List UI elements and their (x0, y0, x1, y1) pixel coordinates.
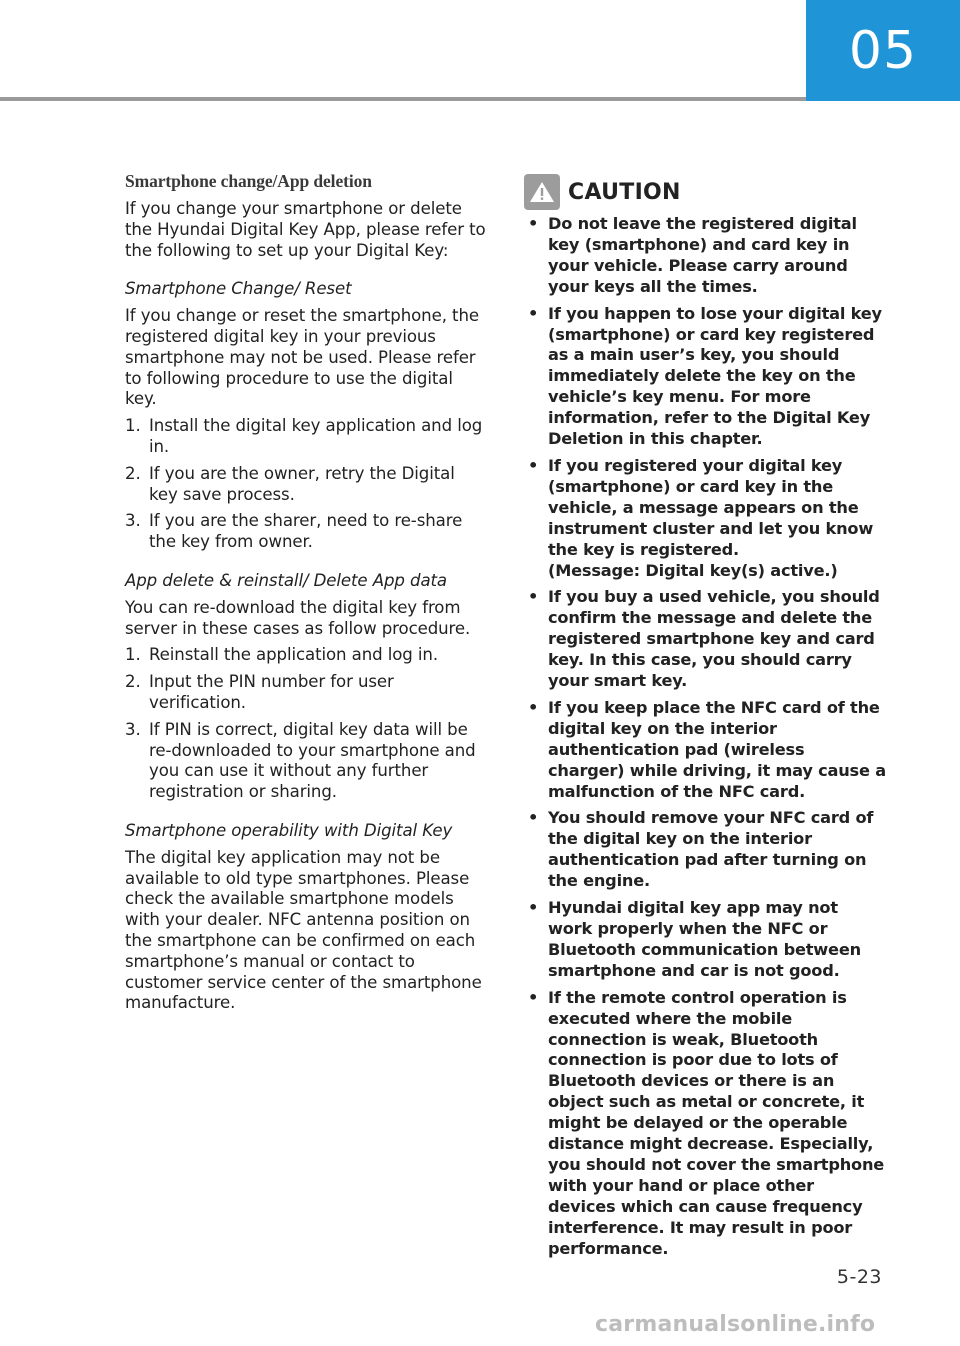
list-item: 3. If you are the sharer, need to re-share the key from owner. (125, 511, 463, 552)
steps-smartphone-change (125, 416, 487, 553)
section-heading: Smartphone change/App deletion (125, 171, 372, 191)
caution-box (524, 172, 886, 1266)
caution-item: • If you buy a used vehicle, you should confirm the message and delete the registered smartphone key and card key. In this case, you should carry your smart key. (524, 587, 886, 692)
list-item: 2. Input the PIN number for user verification. (125, 672, 394, 712)
warning-triangle-icon (524, 174, 560, 210)
paragraph-app-delete: You can re-download the digital key from server in these cases as follow procedure. (125, 597, 471, 638)
subheading-app-delete: App delete & reinstall/ Delete App data (125, 570, 447, 590)
bullet: • (528, 214, 539, 233)
caution-header (524, 172, 886, 212)
bullet: • (528, 808, 539, 828)
caution-item: • If you happen to lose your digital key (smartphone) or card key registered as a main user’s key, you should immediately delete the key on the vehicle’s key menu. For more information, refer to the Digital Key Deletion in this chapter. (524, 304, 886, 450)
list-item: 2. If you are the owner, retry the Digital key save process. (125, 463, 455, 504)
caution-item: • Hyundai digital key app may not work properly when the NFC or Bluetooth communication between smartphone and car is not good. (524, 898, 886, 982)
bullet: • (528, 303, 539, 323)
header-rule (0, 97, 806, 101)
bullet: • (528, 987, 539, 1007)
subheading-smartphone-change: Smartphone Change/ Reset (125, 279, 352, 299)
page-number: 5-23 (836, 1266, 882, 1288)
bullet: • (528, 455, 539, 475)
bullet: • (528, 587, 539, 607)
bullet: • (528, 898, 539, 918)
left-column (125, 170, 487, 1032)
caution-list (524, 214, 886, 1260)
caution-item: • Do not leave the registered digital key (smartphone) and card key in your vehicle. Please carry around your keys all the times. (524, 214, 886, 298)
subheading-operability: Smartphone operability with Digital Key (125, 820, 453, 840)
caution-item: • If the remote control operation is executed where the mobile connection is weak, Bluetooth connection is poor due to lots of Bluetooth devices or there is an object such as metal or concrete, it might be delayed or the operable distance might decrease. Especially, you should not cover the smartphone with your hand or place other devices which can cause frequency interference. It may result in poor performance. (524, 988, 886, 1260)
list-item: 3. If PIN is correct, digital key data will be re-downloaded to your smartphone and you can use it without any further registration or sharing. (125, 719, 476, 802)
paragraph-operability: The digital key application may not be available to old type smartphones. Please check the available smartphone models with your dealer. NFC antenna position on the smartphone can be confirmed on each smartphone’s manual or contact to customer service center of the smartphone manufacture. (125, 847, 482, 1013)
caution-item: • If you keep place the NFC card of the digital key on the interior authentication pad (wireless charger) while driving, it may cause a malfunction of the NFC card. (524, 698, 886, 803)
caution-item: • You should remove your NFC card of the digital key on the interior authentication pad after turning on the engine. (524, 808, 886, 892)
intro-paragraph: If you change your smartphone or delete the Hyundai Digital Key App, please refer to the following to set up your Digital Key: (125, 199, 486, 260)
watermark-text: carmanualsonline.info (595, 1312, 876, 1337)
chapter-number: 05 (848, 20, 918, 81)
steps-app-delete (125, 645, 487, 803)
list-item: 1. Reinstall the application and log in. (125, 645, 439, 665)
bullet: • (528, 697, 539, 717)
paragraph-smartphone-change: If you change or reset the smartphone, the registered digital key in your previous smartphone may not be used. Please refer to following procedure to use the digital key. (125, 306, 479, 409)
chapter-tab (806, 0, 960, 101)
list-item: 1. Install the digital key application and log in. (125, 416, 483, 456)
caution-title: CAUTION (568, 179, 681, 205)
caution-item: • If you registered your digital key (smartphone) or card key in the vehicle, a message appears on the instrument cluster and let you know the key is registered. (Message: Digital key(s) active.) (524, 456, 886, 581)
